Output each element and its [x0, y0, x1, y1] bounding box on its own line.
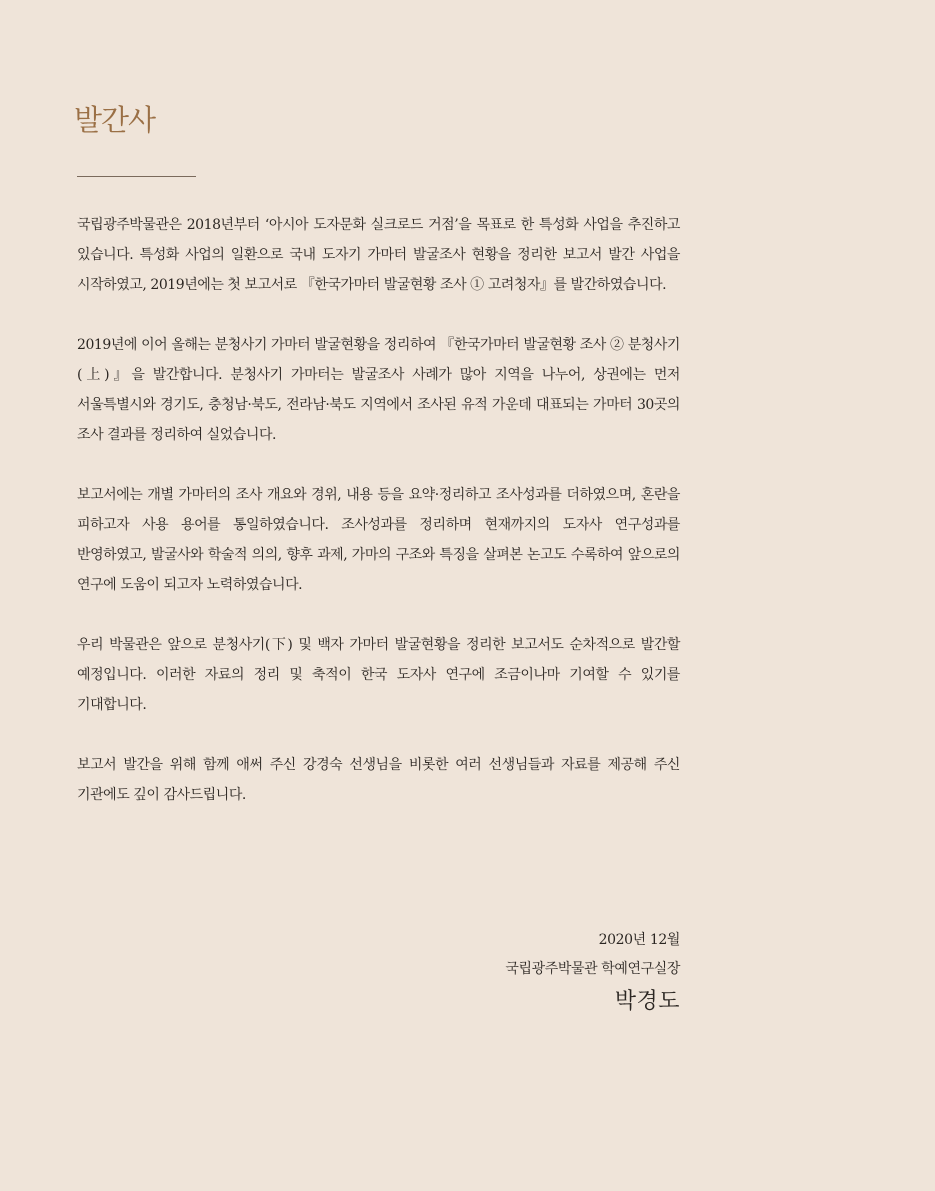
paragraph-1: 국립광주박물관은 2018년부터 ‘아시아 도자문화 실크로드 거점’을 목표로 한 특성화 사업을 추진하고 있습니다. 특성화 사업의 일환으로 국내 도자기 가마터 발굴조사 현황을 정리한 보고서 발간 사업을 시작하였고, 2019년에는 첫 보고서로 『한국가마터 발굴현황 조사 ① 고려청자』를 발간하였습니다.: [77, 217, 680, 293]
paragraph-4: 우리 박물관은 앞으로 분청사기(下) 및 백자 가마터 발굴현황을 정리한 보고서도 순차적으로 발간할 예정입니다. 이러한 자료의 정리 및 축적이 한국 도자사 연구에 조금이나마 기여할 수 있기를 기대합니다.: [77, 637, 680, 713]
paragraph-2: 2019년에 이어 올해는 분청사기 가마터 발굴현황을 정리하여 『한국가마터 발굴현황 조사 ② 분청사기(上)』을 발간합니다. 분청사기 가마터는 발굴조사 사례가 많아 지역을 나누어, 상권에는 먼저 서울특별시와 경기도, 충청남·북도, 전라남·북도 지역에서 조사된 유적 가운데 대표되는 가마터 30곳의 조사 결과를 정리하여 실었습니다.: [77, 337, 681, 443]
publication-foreword-page: [74, 0, 681, 1191]
signature-date: 2020년 12월: [598, 932, 680, 948]
signature-block: [505, 926, 680, 1020]
signature-organization: 국립광주박물관 학예연구실장: [505, 961, 680, 977]
foreword-body: [77, 210, 680, 840]
page-title: 발간사: [74, 103, 156, 137]
paragraph-5: 보고서 발간을 위해 함께 애써 주신 강경숙 선생님을 비롯한 여러 선생님들과 자료를 제공해 주신 기관에도 깊이 감사드립니다.: [77, 757, 680, 803]
paragraph-3: 보고서에는 개별 가마터의 조사 개요와 경위, 내용 등을 요약·정리하고 조사성과를 더하였으며, 혼란을 피하고자 사용 용어를 통일하였습니다. 조사성과를 정리하며 현재까지의 도자사 연구성과를 반영하였고, 발굴사와 학술적 의의, 향후 과제, 가마의 구조와 특징을 살펴본 논고도 수록하여 앞으로의 연구에 도움이 되고자 노력하였습니다.: [77, 487, 680, 593]
signature-name: 박경도: [614, 989, 680, 1014]
title-underline: [77, 176, 196, 177]
